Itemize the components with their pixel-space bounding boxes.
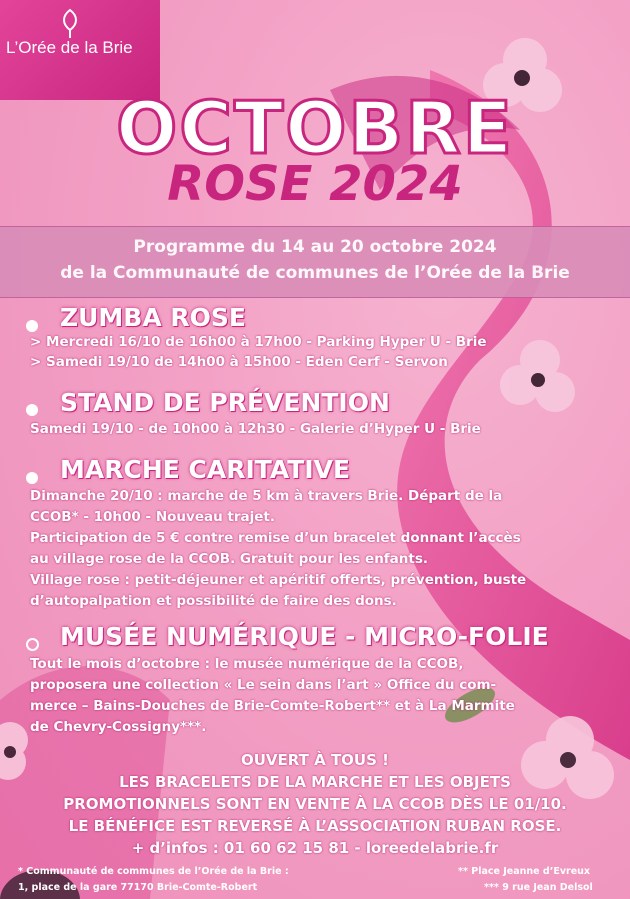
bullet-icon [26,404,38,416]
closing-line: PROMOTIONNELS SONT EN VENTE À LA CCOB DÈS LE 01/10. [63,795,567,813]
section-title-stand: STAND DE PRÉVENTION [60,388,390,417]
closing-line: OUVERT À TOUS ! [241,751,389,769]
section-line: proposera une collection « Le sein dans l’art » Office du com- [30,677,497,693]
section-line: merce – Bains-Douches de Brie-Comte-Robert** et à La Marmite [30,698,515,714]
section-line: Village rose : petit-déjeuner et apéritif offerts, prévention, buste [30,572,527,588]
footnote-right-2: *** 9 rue Jean Delsol [484,882,593,893]
section-line: Dimanche 20/10 : marche de 5 km à travers Brie. Départ de la [30,488,503,504]
logo-text: L’Orée de la Brie [6,38,133,57]
section-title-musee: MUSÉE NUMÉRIQUE - MICRO-FOLIE [60,622,549,651]
section-line: > Mercredi 16/10 de 16h00 à 17h00 - Parking Hyper U - Brie [30,334,487,350]
program-banner [0,226,630,298]
banner-line-2: de la Communauté de communes de l’Orée de la Brie [60,263,570,283]
section-line: > Samedi 19/10 de 14h00 à 15h00 - Eden Cerf - Servon [30,354,448,370]
section-line: de Chevry-Cossigny***. [30,719,207,735]
logo-banner [0,0,160,100]
footnote-left-2: 1, place de la gare 77170 Brie-Comte-Robert [18,882,258,893]
footnote-left-1: * Communauté de communes de l’Orée de la Brie : [18,866,289,877]
section-title-zumba: ZUMBA ROSE [60,303,246,332]
section-line: Tout le mois d’octobre : le musée numérique de la CCOB, [30,656,464,672]
section-line: CCOB* - 10h00 - Nouveau trajet. [30,509,275,525]
contact-line: + d’infos : 01 60 62 15 81 - loreedelabrie.fr [131,839,499,857]
section-line: Participation de 5 € contre remise d’un bracelet donnant l’accès [30,530,521,546]
closing-line: LES BRACELETS DE LA MARCHE ET LES OBJETS [119,773,511,791]
title-octobre: OCTOBRE [116,86,514,170]
section-line: Samedi 19/10 - de 10h00 à 12h30 - Galerie d’Hyper U - Brie [30,421,481,437]
leaf-logo-icon [58,8,82,38]
title-rose-2024: ROSE 2024 [167,156,463,212]
banner-line-1: Programme du 14 au 20 octobre 2024 [133,237,497,257]
bullet-icon [26,320,38,332]
section-line: au village rose de la CCOB. Gratuit pour les enfants. [30,551,429,567]
footnote-right-1: ** Place Jeanne d’Evreux [458,866,591,877]
bullet-icon [26,472,38,484]
section-line: d’autopalpation et possibilité de faire des dons. [30,593,397,609]
bullet-icon [26,638,39,651]
closing-line: LE BÉNÉFICE EST REVERSÉ À L’ASSOCIATION RUBAN ROSE. [68,817,562,835]
section-title-marche: MARCHE CARITATIVE [60,455,351,484]
